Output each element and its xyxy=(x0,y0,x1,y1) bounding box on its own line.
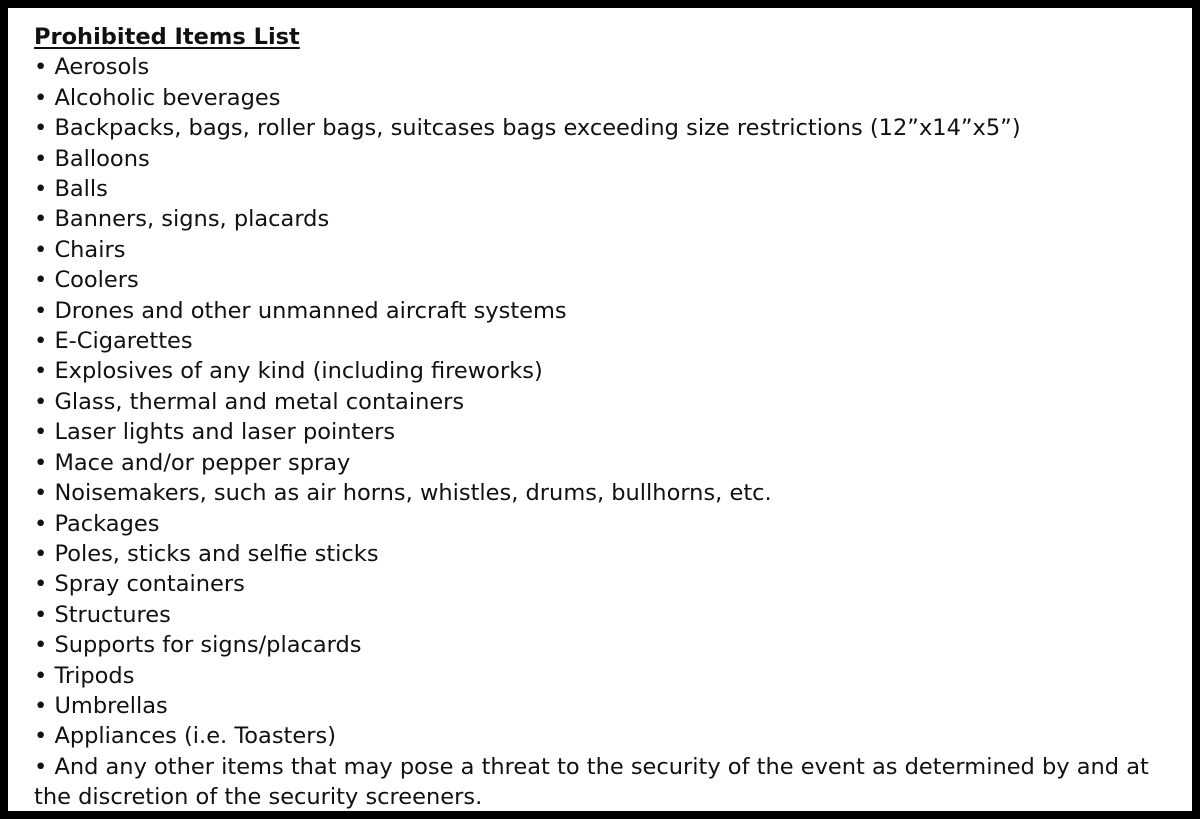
bullet-icon: • xyxy=(34,176,48,203)
list-item-text: Poles, sticks and selfie sticks xyxy=(54,540,379,567)
page-title: Prohibited Items List xyxy=(34,24,300,50)
list-item-text: Chairs xyxy=(54,236,126,263)
bullet-icon: • xyxy=(34,662,48,689)
bullet-icon: • xyxy=(34,84,48,111)
bullet-icon: • xyxy=(34,206,48,233)
list-item xyxy=(34,752,1172,813)
bullet-icon: • xyxy=(34,419,48,446)
bullet-icon: • xyxy=(34,632,48,659)
list-item-text: Noisemakers, such as air horns, whistles, drums, bullhorns, etc. xyxy=(54,480,772,507)
list-item-text: Umbrellas xyxy=(54,692,168,719)
list-item xyxy=(34,387,1172,417)
list-item xyxy=(34,204,1172,234)
bullet-icon: • xyxy=(34,601,48,628)
list-item-text: Balloons xyxy=(54,145,150,172)
bullet-icon: • xyxy=(34,510,48,537)
list-item-text: Balls xyxy=(54,176,108,203)
bullet-icon: • xyxy=(34,480,48,507)
list-item xyxy=(34,113,1172,143)
list-item-text: And any other items that may pose a threat to the security of the event as determined by and at the discretion of the security screeners. xyxy=(34,753,1149,811)
bullet-icon: • xyxy=(34,723,48,750)
bullet-icon: • xyxy=(34,753,48,780)
list-item-text: Alcoholic beverages xyxy=(54,84,281,111)
bullet-icon: • xyxy=(34,297,48,324)
list-item-text: Laser lights and laser pointers xyxy=(54,419,396,446)
bullet-icon: • xyxy=(34,267,48,294)
list-item-text: Drones and other unmanned aircraft systems xyxy=(54,297,567,324)
bullet-icon: • xyxy=(34,449,48,476)
bullet-icon: • xyxy=(34,540,48,567)
list-item xyxy=(34,569,1172,599)
prohibited-items-list xyxy=(34,52,1172,812)
bullet-icon: • xyxy=(34,571,48,598)
list-item xyxy=(34,721,1172,751)
bullet-icon: • xyxy=(34,145,48,172)
list-item-text: Mace and/or pepper spray xyxy=(54,449,351,476)
list-item-text: Explosives of any kind (including fireworks) xyxy=(54,358,543,385)
bullet-icon: • xyxy=(34,358,48,385)
list-item xyxy=(34,417,1172,447)
list-item xyxy=(34,539,1172,569)
document-content xyxy=(34,22,1172,813)
list-item xyxy=(34,174,1172,204)
list-item-text: Banners, signs, placards xyxy=(54,206,330,233)
list-item-text: Coolers xyxy=(54,267,139,294)
list-item-text: Glass, thermal and metal containers xyxy=(54,388,465,415)
list-item xyxy=(34,448,1172,478)
bullet-icon: • xyxy=(34,236,48,263)
bullet-icon: • xyxy=(34,115,48,142)
list-item xyxy=(34,52,1172,82)
list-item xyxy=(34,630,1172,660)
list-item xyxy=(34,326,1172,356)
list-item-text: Supports for signs/placards xyxy=(54,632,362,659)
list-item xyxy=(34,296,1172,326)
list-item xyxy=(34,356,1172,386)
list-item xyxy=(34,265,1172,295)
list-item-text: Spray containers xyxy=(54,571,245,598)
list-item-text: Appliances (i.e. Toasters) xyxy=(54,723,336,750)
list-item xyxy=(34,235,1172,265)
list-item xyxy=(34,83,1172,113)
list-item-text: E-Cigarettes xyxy=(54,328,193,355)
bullet-icon: • xyxy=(34,328,48,355)
list-item xyxy=(34,144,1172,174)
list-item-text: Packages xyxy=(54,510,160,537)
list-item xyxy=(34,478,1172,508)
bullet-icon: • xyxy=(34,54,48,81)
list-item-text: Structures xyxy=(54,601,171,628)
list-item xyxy=(34,600,1172,630)
bullet-icon: • xyxy=(34,692,48,719)
list-item xyxy=(34,691,1172,721)
list-item-text: Tripods xyxy=(54,662,135,689)
bullet-icon: • xyxy=(34,388,48,415)
list-item-text: Aerosols xyxy=(54,54,150,81)
list-item xyxy=(34,661,1172,691)
list-item-text: Backpacks, bags, roller bags, suitcases bags exceeding size restrictions (12”x14”x5”) xyxy=(54,115,1021,142)
list-item xyxy=(34,509,1172,539)
